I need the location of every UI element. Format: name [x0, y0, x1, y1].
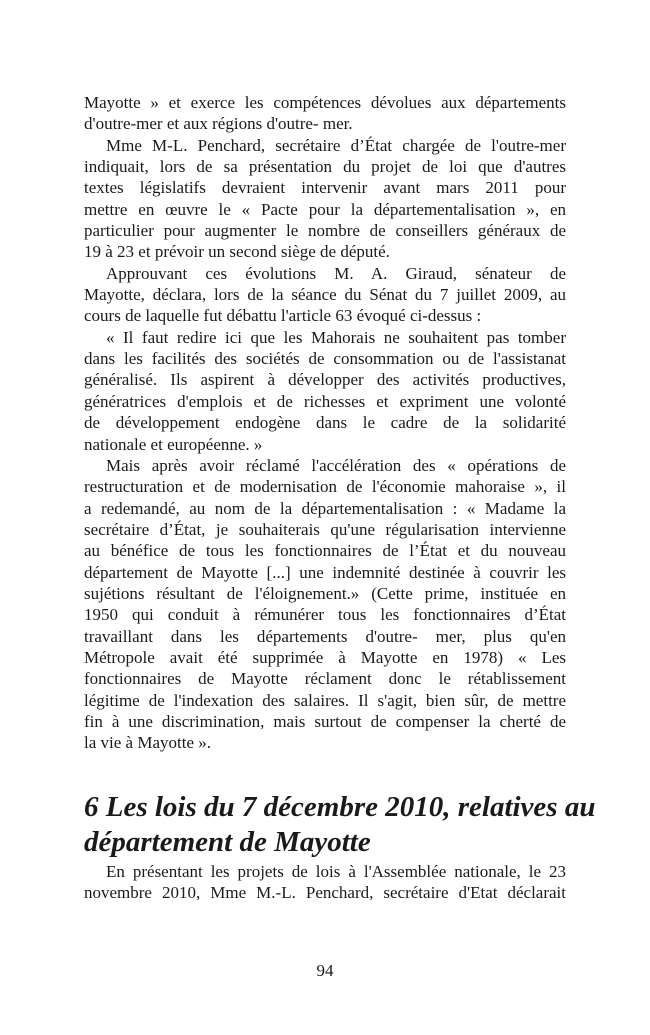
text-line: au bénéfice de tous les fonctionnaires de l’État et du nouveau: [84, 541, 566, 561]
body-text: [84, 92, 566, 754]
text-line: textes législatifs devraient intervenir avant mars 2011 pour: [84, 178, 566, 198]
heading-line: département de Mayotte: [84, 826, 371, 858]
text-line: Approuvant ces évolutions M. A. Giraud, sénateur de: [106, 263, 566, 283]
text-line: Mme M-L. Penchard, secrétaire d’État chargée de l'outre-mer: [106, 135, 566, 155]
text-line: Mayotte, déclara, lors de la séance du Sénat du 7 juillet 2009, au: [84, 285, 566, 305]
section-text: [84, 861, 566, 904]
text-line: mettre en œuvre le « Pacte pour la départementalisation », en: [84, 199, 566, 219]
text-line: sujétions résultant de l'éloignement.» (Cette prime, instituée en: [84, 583, 566, 603]
text-line: département de Mayotte [...] une indemnité destinée à couvrir les: [84, 562, 566, 582]
text-line: restructuration et de modernisation de l'économie mahoraise », il: [84, 477, 566, 497]
section-heading: [84, 790, 596, 860]
text-line: la vie à Mayotte ».: [84, 733, 211, 753]
page-number: 94: [316, 961, 334, 980]
text-line: légitime de l'indexation des salaires. Il s'agit, bien sûr, de mettre: [84, 690, 566, 710]
text-line: novembre 2010, Mme M.-L. Penchard, secrétaire d'Etat déclarait: [84, 883, 566, 903]
text-line: fin à une discrimination, mais surtout de compenser la cherté de: [84, 711, 566, 731]
text-line: travaillant dans les départements d'outre- mer, plus qu'en: [84, 626, 566, 646]
text-line: cours de laquelle fut débattu l'article 63 évoqué ci-dessus :: [84, 306, 482, 326]
text-line: Métropole avait été supprimée à Mayotte en 1978) « Les: [84, 647, 566, 667]
text-line: génératrices d'emplois et de richesses et expriment une volonté: [84, 391, 566, 411]
text-line: a redemandé, au nom de la départementalisation : « Madame la: [84, 498, 566, 518]
text-line: dans les facilités des sociétés de consommation ou de l'assistanat: [84, 349, 566, 369]
text-line: « Il faut redire ici que les Mahorais ne souhaitent pas tomber: [106, 327, 566, 347]
text-line: d'outre-mer et aux régions d'outre- mer.: [84, 114, 353, 134]
text-line: 19 à 23 et prévoir un second siège de député.: [84, 242, 390, 262]
text-line: généralisé. Ils aspirent à développer des activités productives,: [84, 370, 566, 390]
text-line: fonctionnaires de Mayotte réclament donc le rétablissement: [84, 669, 566, 689]
text-line: 1950 qui conduit à rémunérer tous les fonctionnaires d’État: [84, 605, 566, 625]
text-line: Mais après avoir réclamé l'accélération des « opérations de: [106, 455, 566, 475]
text-line: Mayotte » et exerce les compétences dévolues aux départements: [84, 93, 566, 112]
text-line: de développement endogène dans le cadre de la solidarité: [84, 413, 566, 433]
text-line: En présentant les projets de lois à l'Assemblée nationale, le 23: [106, 862, 566, 881]
text-line: secrétaire d’État, je souhaiterais qu'une régularisation intervienne: [84, 519, 566, 539]
text-line: indiquait, lors de sa présentation du projet de loi que d'autres: [84, 157, 566, 177]
text-line: particulier pour augmenter le nombre de conseillers généraux de: [84, 221, 566, 241]
heading-line: 6 Les lois du 7 décembre 2010, relatives au: [84, 791, 596, 823]
text-line: nationale et européenne. »: [84, 434, 263, 454]
